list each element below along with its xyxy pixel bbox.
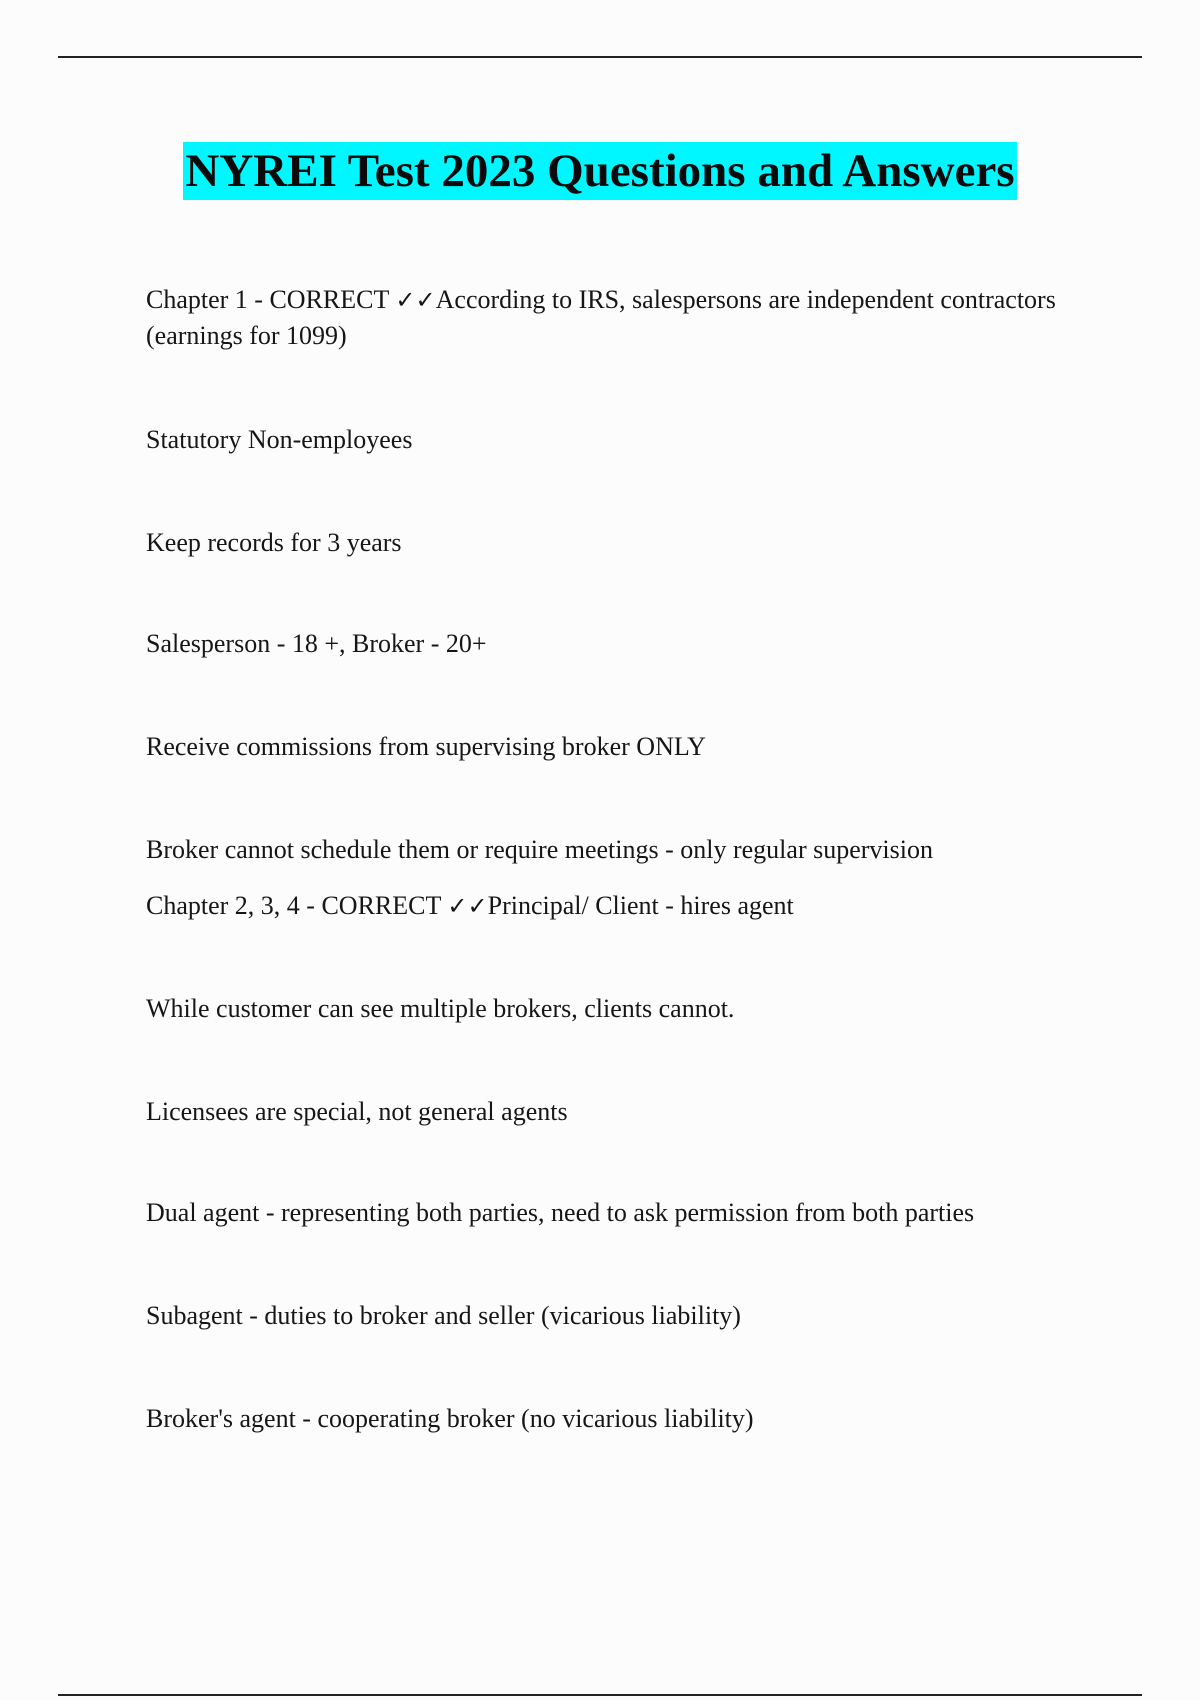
note-line: Receive commissions from supervising broker ONLY <box>146 732 706 761</box>
note-line: Keep records for 3 years <box>146 528 402 557</box>
note-line: Dual agent - representing both parties, need to ask permission from both parties <box>146 1198 975 1227</box>
chapter-1-entry <box>146 282 1066 354</box>
chapter-2-3-4-text: Principal/ Client - hires agent <box>487 891 794 920</box>
note-line: Statutory Non-employees <box>146 425 413 454</box>
note-line: Broker's agent - cooperating broker (no vicarious liability) <box>146 1404 754 1433</box>
double-check-icon: ✓✓ <box>395 286 436 314</box>
chapter-2-3-4-entry <box>146 888 1066 924</box>
bottom-rule <box>58 1694 1142 1696</box>
note-line: While customer can see multiple brokers, clients cannot. <box>146 994 735 1023</box>
note-line: Subagent - duties to broker and seller (vicarious liability) <box>146 1301 741 1330</box>
chapter-1-text: According to IRS, salespersons are independent contractors (earnings for 1099) <box>146 285 1056 350</box>
double-check-icon: ✓✓ <box>447 892 488 920</box>
top-rule <box>58 56 1142 58</box>
note-line: Salesperson - 18 +, Broker - 20+ <box>146 629 487 658</box>
page-title: NYREI Test 2023 Questions and Answers <box>183 142 1016 200</box>
title-container <box>0 142 1200 200</box>
chapter-1-prefix: Chapter 1 - CORRECT <box>146 285 396 314</box>
chapter-2-3-4-prefix: Chapter 2, 3, 4 - CORRECT <box>146 891 448 920</box>
note-line: Broker cannot schedule them or require meetings - only regular supervision <box>146 835 933 864</box>
note-line: Licensees are special, not general agents <box>146 1097 568 1126</box>
